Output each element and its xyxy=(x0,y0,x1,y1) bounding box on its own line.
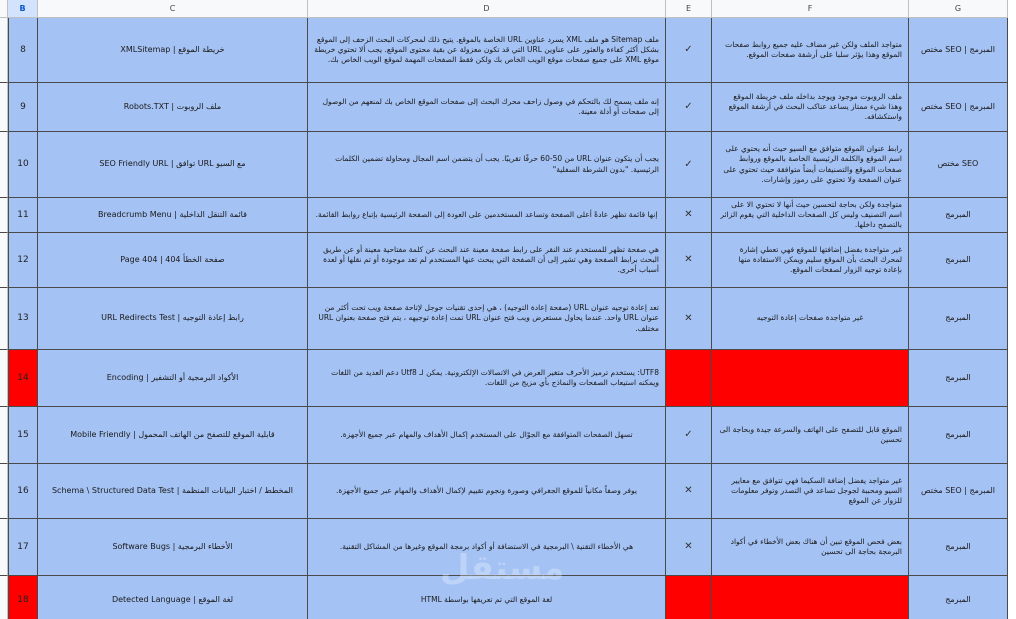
table-row xyxy=(0,576,1016,619)
check-name-cell[interactable]: Software Bugs | الأخطاء البرمجية xyxy=(38,519,308,576)
status-mark-cell[interactable]: ✕ xyxy=(666,464,712,519)
owner-cell[interactable]: المبرمج xyxy=(909,350,1008,407)
check-name-cell[interactable]: Schema \ Structured Data Test | المخطط / اختبار البيانات المنظمة xyxy=(38,464,308,519)
row-gutter[interactable] xyxy=(0,519,8,576)
row-gutter[interactable] xyxy=(0,18,8,83)
owner-cell[interactable]: مختص SEO xyxy=(909,132,1008,198)
row-gutter[interactable] xyxy=(0,464,8,519)
check-name-cell[interactable]: Page 404 | صفحة الخطأ 404 xyxy=(38,233,308,288)
check-name-cell[interactable]: Mobile Friendly | قابلية الموقع للتصفح من الهاتف المحمول xyxy=(38,407,308,464)
column-header-d[interactable]: D xyxy=(308,0,666,18)
status-mark-cell[interactable]: ✕ xyxy=(666,198,712,233)
check-name-cell[interactable]: XMLSitemap | خريطة الموقع xyxy=(38,18,308,83)
status-note-cell[interactable] xyxy=(712,350,909,407)
description-cell[interactable]: يجب أن يتكون عنوان URL من 50-60 حرفًا تقريبًا. يجب أن يتضمن اسم المجال ومحاولة تضمين الكلمات الرئيسية. "بدون الشرطة السفلية" xyxy=(308,132,666,198)
owner-cell[interactable]: المبرمج xyxy=(909,407,1008,464)
description-cell[interactable]: UTF8: يستخدم ترميز الأحرف متغير العرض في الاتصالات الإلكترونية. يمكن لـ Utf8 دعم العديد من اللغات ويمكنه استيعاب الصفحات والنماذج بأي مزيج من اللغات. xyxy=(308,350,666,407)
table-row xyxy=(0,519,1016,576)
row-gutter[interactable] xyxy=(0,132,8,198)
column-header-g[interactable]: G xyxy=(909,0,1008,18)
check-name-cell[interactable]: Breadcrumb Menu | قائمة التنقل الداخلية xyxy=(38,198,308,233)
table-row xyxy=(0,350,1016,407)
row-number[interactable]: 18 xyxy=(8,576,38,619)
status-mark-cell[interactable]: ✕ xyxy=(666,288,712,350)
table-row xyxy=(0,198,1016,233)
status-mark-cell[interactable]: ✓ xyxy=(666,407,712,464)
table-row xyxy=(0,288,1016,350)
status-mark-cell[interactable] xyxy=(666,350,712,407)
owner-cell[interactable]: مختص SEO | المبرمج xyxy=(909,18,1008,83)
status-note-cell[interactable]: رابط عنوان الموقع متوافق مع السيو حيث أنه يحتوي على اسم الموقع والكلمة الرئيسية الخاصة بالموقع وروابط صفحات الموقع والتصنيفات أيضاً متوافقة حيث تحتوي على عنوان الصفحة ولا تحتوي على رموز وإشارات. xyxy=(712,132,909,198)
owner-cell[interactable]: مختص SEO | المبرمج xyxy=(909,464,1008,519)
description-cell[interactable]: ملف Sitemap هو ملف XML يسرد عناوين URL الخاصة بالموقع. يتيح ذلك لمحركات البحث الزحف إلى الموقع بشكل أكثر كفاءة والعثور على عناوين URL التي قد تكون معزولة عن بقية محتوى الموقع. يجب ألا تحتوي خريطة موقع XML على جميع صفحات موقع الويب الخاص بك ولكن فقط الصفحات المهمة لموقع الويب الخاص بك. xyxy=(308,18,666,83)
description-cell[interactable]: يوفر وصفاً مكانياً للموقع الجغرافي وصورة ونجوم تقييم لإكمال الأهداف والمهام عبر جميع الأجهزة. xyxy=(308,464,666,519)
status-note-cell[interactable] xyxy=(712,576,909,619)
row-gutter[interactable] xyxy=(0,233,8,288)
status-mark-cell[interactable]: ✕ xyxy=(666,233,712,288)
check-name-cell[interactable]: SEO Friendly URL | توافق URL مع السيو xyxy=(38,132,308,198)
row-number[interactable]: 10 xyxy=(8,132,38,198)
status-note-cell[interactable]: متواجدة ولكن بحاجة لتحسين حيث أنها لا تحتوي الا على اسم التصنيف وليس كل الصفحات الداخلية التي يقوم الزائر بالتصفح داخلها. xyxy=(712,198,909,233)
row-number[interactable]: 11 xyxy=(8,198,38,233)
table-row xyxy=(0,18,1016,83)
owner-cell[interactable]: المبرمج xyxy=(909,576,1008,619)
status-mark-cell[interactable]: ✓ xyxy=(666,132,712,198)
watermark-logo: مستقل xyxy=(440,548,565,588)
row-number[interactable]: 15 xyxy=(8,407,38,464)
check-name-cell[interactable]: URL Redirects Test | رابط إعادة التوجيه xyxy=(38,288,308,350)
table-row xyxy=(0,83,1016,132)
description-cell[interactable]: تعد إعادة توجيه عنوان URL (صفحة إعادة التوجيه) ، هي إحدى تقنيات جوجل لإتاحة صفحة ويب تحت أكثر من عنوان URL واحد. عندما يحاول مستعرض ويب فتح عنوان URL تمت إعادة توجيهه ، يتم فتح صفحة بعنوان URL مختلف. xyxy=(308,288,666,350)
status-note-cell[interactable]: غير متواجدة بفضل إضافتها للموقع فهي تعطي إشارة لمحرك البحث بأن الموقع سليم ويمكن الاستفادة منها بإعادة توجيه الزوار لصفحات الموقع. xyxy=(712,233,909,288)
owner-cell[interactable]: المبرمج xyxy=(909,288,1008,350)
status-note-cell[interactable]: بعض فحص الموقع تبين أن هناك بعض الأخطاء في أكواد البرمجة بحاجة الى تحسين xyxy=(712,519,909,576)
table-row xyxy=(0,132,1016,198)
row-gutter[interactable] xyxy=(0,83,8,132)
row-gutter[interactable] xyxy=(0,350,8,407)
table-row xyxy=(0,233,1016,288)
column-header-b[interactable]: B xyxy=(8,0,38,18)
row-number[interactable]: 17 xyxy=(8,519,38,576)
check-name-cell[interactable]: Detected Language | لغة الموقع xyxy=(38,576,308,619)
row-gutter[interactable] xyxy=(0,198,8,233)
row-number[interactable]: 14 xyxy=(8,350,38,407)
owner-cell[interactable]: المبرمج xyxy=(909,519,1008,576)
check-name-cell[interactable]: Encoding | الأكواد البرمجية أو التشفير xyxy=(38,350,308,407)
status-note-cell[interactable]: الموقع قابل للتصفح على الهاتف والسرعة جيدة وبحاجة الى تحسين xyxy=(712,407,909,464)
column-header-c[interactable]: C xyxy=(38,0,308,18)
row-number[interactable]: 12 xyxy=(8,233,38,288)
status-mark-cell[interactable] xyxy=(666,576,712,619)
row-gutter[interactable] xyxy=(0,288,8,350)
description-cell[interactable]: هي الأخطاء التقنية \ البرمجية في الاستضافة أو أكواد برمجة الموقع وغيرها من المشاكل التقنية. xyxy=(308,519,666,576)
table-row xyxy=(0,464,1016,519)
row-number[interactable]: 9 xyxy=(8,83,38,132)
description-cell[interactable]: هي صفحة تظهر للمستخدم عند النقر على رابط صفحة معينة عند البحث عن كلمة مفتاحية معينة أو عن طريق البحث برابط الصفحة وهي تشير إلى أن الصفحة التي يبحث عنها المستخدم لم تعد موجودة أو تم نقلها أو لعدة أسباب أخرى. xyxy=(308,233,666,288)
owner-cell[interactable]: المبرمج xyxy=(909,233,1008,288)
status-note-cell[interactable]: غير متواجدة صفحات إعادة التوجيه xyxy=(712,288,909,350)
owner-cell[interactable]: مختص SEO | المبرمج xyxy=(909,83,1008,132)
row-gutter[interactable] xyxy=(0,576,8,619)
status-note-cell[interactable]: غير متواجد يفضل إضافة السكيما فهي تتوافق مع معايير السيو ومحببة لجوجل تساعد في التصدر وتوفر معلومات للزوار عن الموقع xyxy=(712,464,909,519)
status-mark-cell[interactable]: ✓ xyxy=(666,18,712,83)
status-note-cell[interactable]: متواجد الملف ولكن غير مضاف عليه جميع روابط صفحات الموقع وهذا يؤثر سلبا على أرشفة صفحات الموقع. xyxy=(712,18,909,83)
column-header-e[interactable]: E xyxy=(666,0,712,18)
table-row xyxy=(0,407,1016,464)
column-header-f[interactable]: F xyxy=(712,0,909,18)
check-name-cell[interactable]: Robots.TXT | ملف الروبوت xyxy=(38,83,308,132)
description-cell[interactable]: تسهل الصفحات المتوافقة مع الجوّال على المستخدم إكمال الأهداف والمهام عبر جميع الأجهزة. xyxy=(308,407,666,464)
description-cell[interactable]: لغة الموقع التي تم تعريفها بواسطة HTML xyxy=(308,576,666,619)
row-gutter[interactable] xyxy=(0,407,8,464)
status-mark-cell[interactable]: ✕ xyxy=(666,519,712,576)
owner-cell[interactable]: المبرمج xyxy=(909,198,1008,233)
description-cell[interactable]: إنه ملف يسمح لك بالتحكم في وصول زاحف محرك البحث إلى صفحات الموقع الخاص بك لمنعهم من الوصول إلى صفحات أو أدلة معينة. xyxy=(308,83,666,132)
row-number[interactable]: 8 xyxy=(8,18,38,83)
row-number[interactable]: 16 xyxy=(8,464,38,519)
row-number[interactable]: 13 xyxy=(8,288,38,350)
status-mark-cell[interactable]: ✓ xyxy=(666,83,712,132)
header-corner[interactable] xyxy=(0,0,8,18)
status-note-cell[interactable]: ملف الروبوت موجود ويوجد بداخله ملف خريطة الموقع وهذا شيء ممتاز يساعد عناكب البحث في أرشفة الموقع واستكشافه. xyxy=(712,83,909,132)
description-cell[interactable]: إنها قائمة تظهر عادةً أعلى الصفحة وتساعد المستخدمين على العودة إلى الصفحة الرئيسية بإتباع روابط القائمة. xyxy=(308,198,666,233)
